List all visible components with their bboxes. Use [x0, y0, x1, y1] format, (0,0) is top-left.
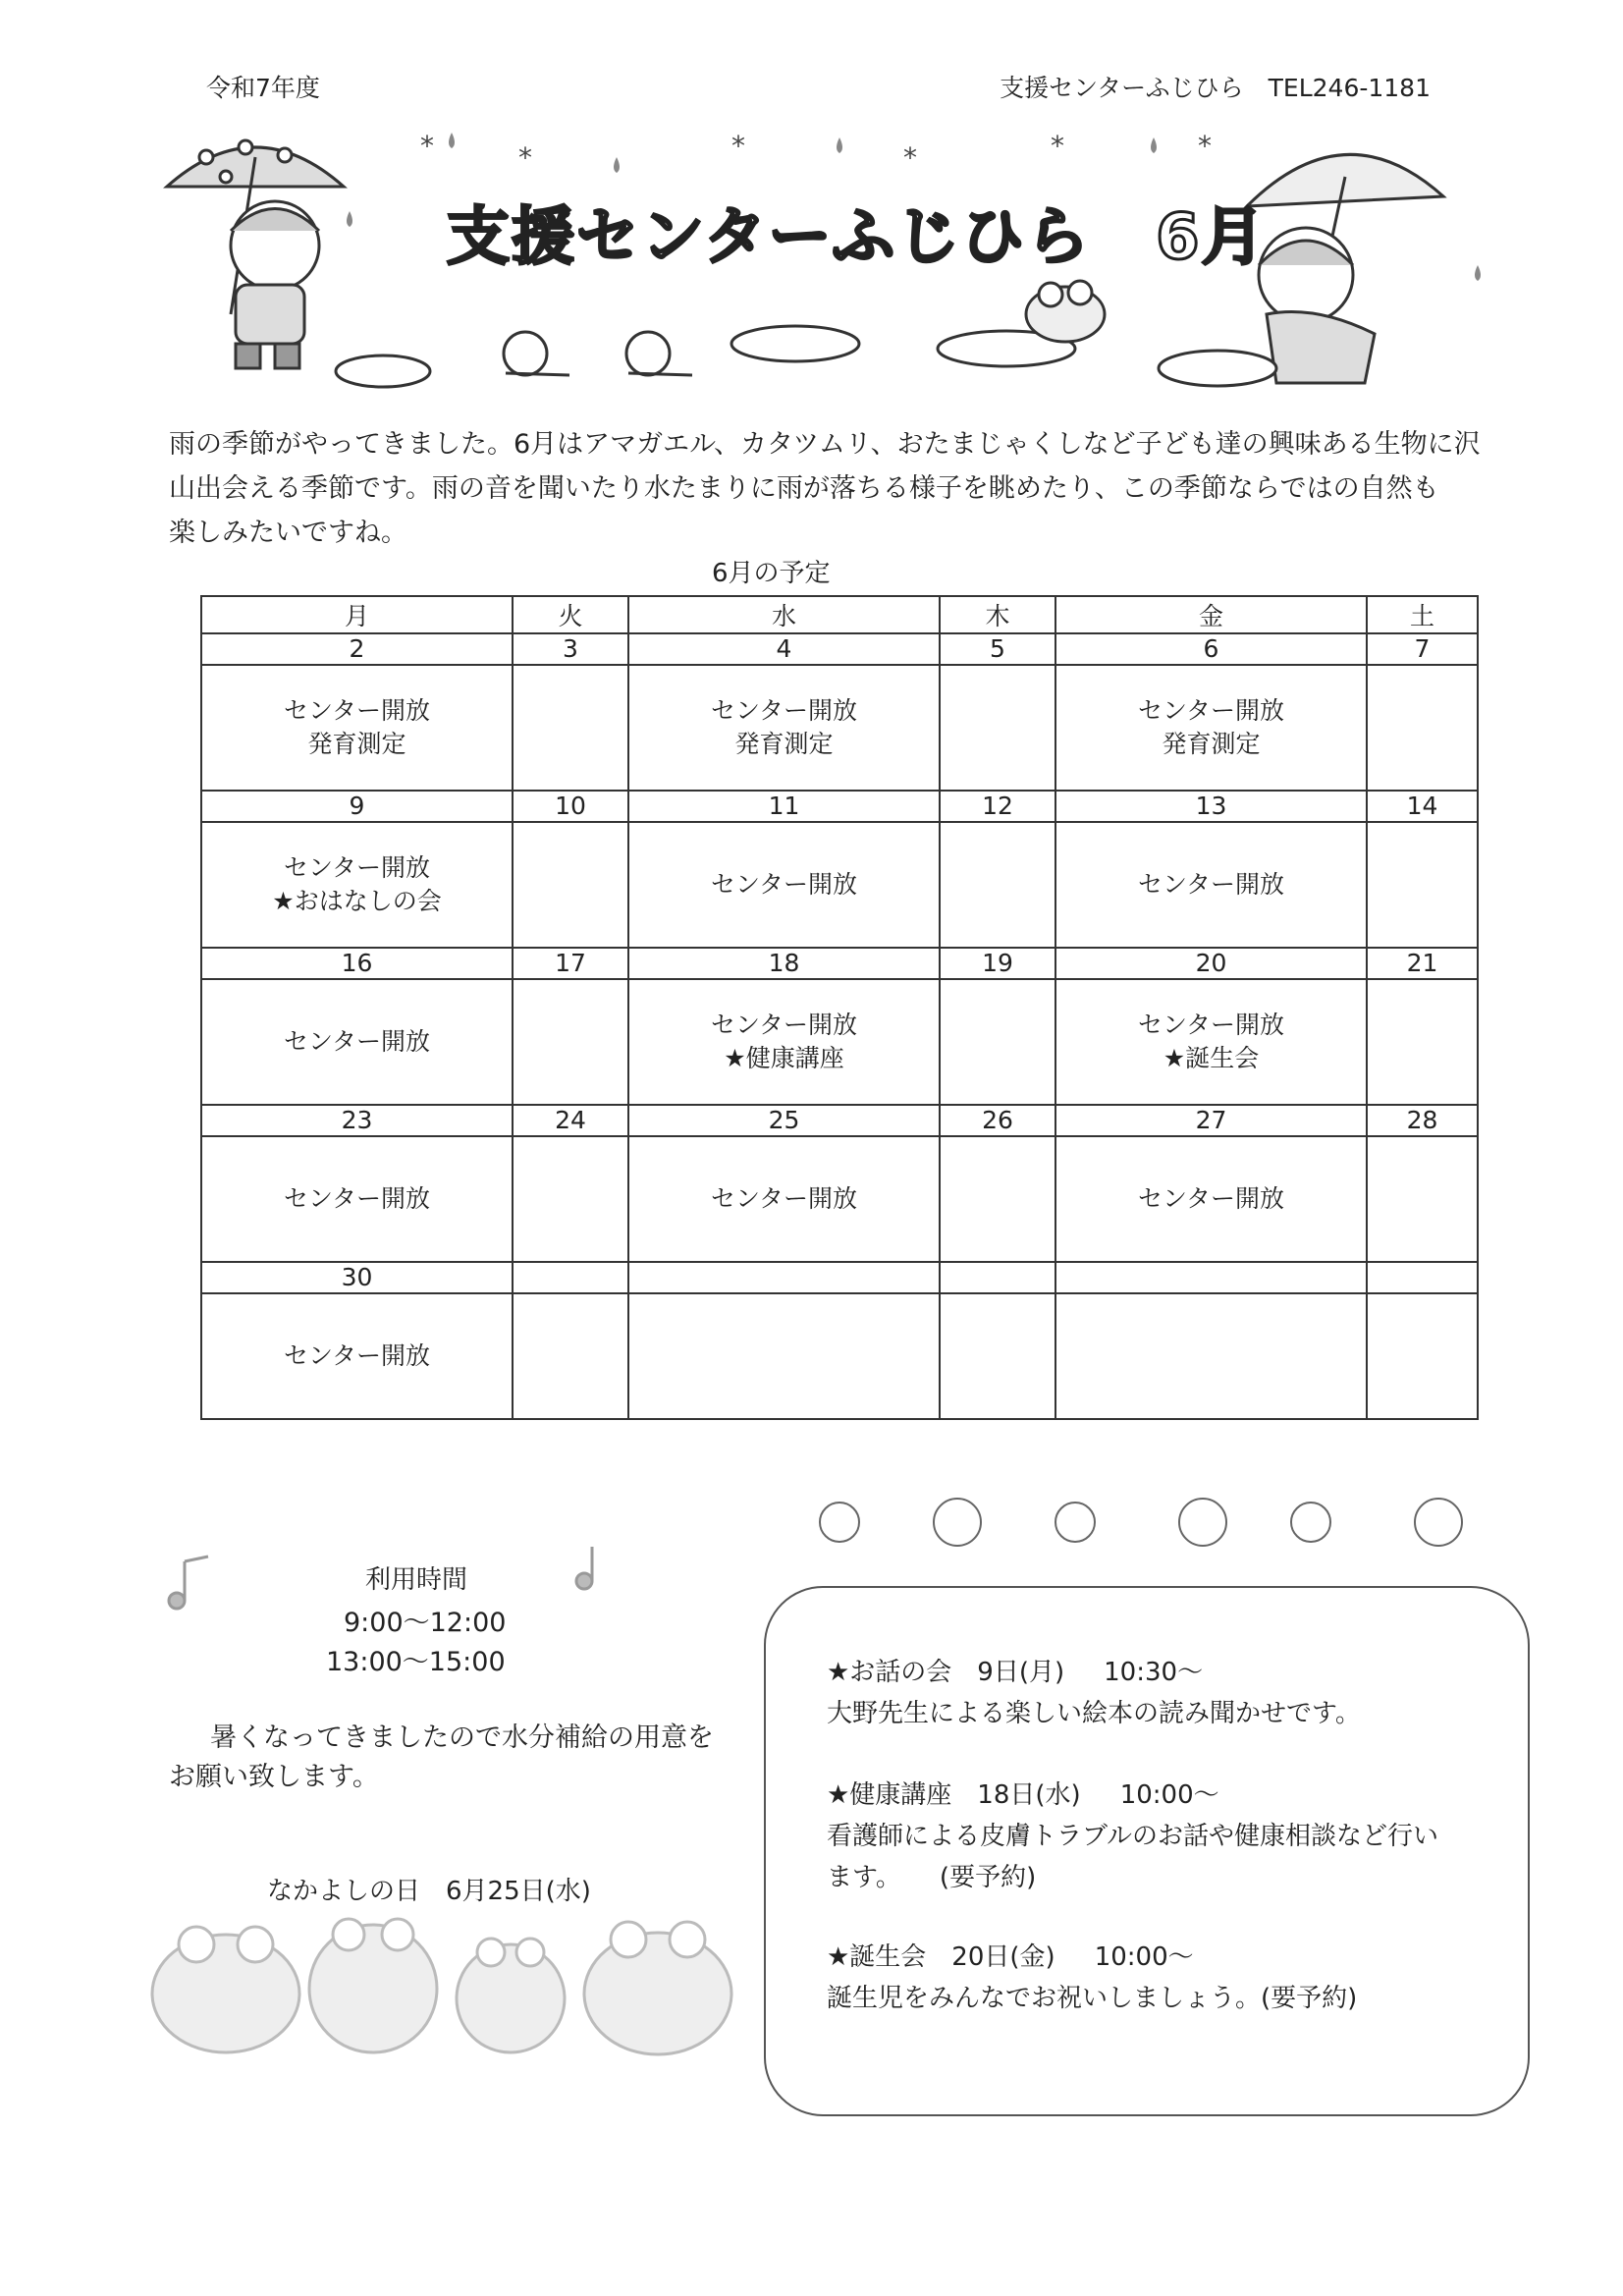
date-cell: 19 [940, 948, 1055, 979]
event-cell [201, 665, 513, 791]
date-cell [1055, 1262, 1367, 1293]
frogs-decoration [118, 1905, 746, 2062]
puddle-icon [336, 326, 1276, 387]
snail-flower-decoration [800, 1483, 1488, 1561]
event-row [201, 1293, 1478, 1419]
event-cell [940, 665, 1055, 791]
event-cell [1367, 1136, 1478, 1262]
date-cell: 21 [1367, 948, 1478, 979]
svg-text:*: * [1198, 130, 1212, 162]
intro-text [169, 422, 1504, 555]
date-cell: 17 [513, 948, 628, 979]
event-time: 10:00〜 [1094, 1942, 1194, 1972]
weekday-header: 金 [1055, 596, 1367, 633]
date-cell: 4 [628, 633, 940, 665]
event-info-block [827, 1937, 1357, 2019]
intro-line: 山出会える季節です。雨の音を聞いたり水たまりに雨が落ちる様子を眺めたり、この季節ならではの自然も [169, 473, 1439, 504]
weekday-header: 火 [513, 596, 628, 633]
date-cell: 30 [201, 1262, 513, 1293]
center-contact: 支援センターふじひら TEL246-1181 [1000, 74, 1431, 102]
event-label: 発育測定 [307, 730, 406, 758]
event-cell [513, 979, 628, 1105]
event-label: ★おはなしの会 [272, 887, 442, 915]
weekday-header-row [201, 596, 1478, 633]
date-cell: 26 [940, 1105, 1055, 1136]
svg-text:*: * [1051, 130, 1064, 162]
event-cell [940, 1136, 1055, 1262]
date-cell: 13 [1055, 791, 1367, 822]
afternoon-hours: 13:00〜15:00 [326, 1647, 506, 1677]
event-cell [628, 979, 940, 1105]
event-desc: 看護師による皮膚トラブルのお話や健康相談など行い [827, 1822, 1438, 1851]
event-label: センター開放 [1137, 1184, 1284, 1213]
date-cell: 7 [1367, 633, 1478, 665]
date-cell: 14 [1367, 791, 1478, 822]
date-cell: 24 [513, 1105, 628, 1136]
date-cell: 5 [940, 633, 1055, 665]
morning-hours: 9:00〜12:00 [344, 1608, 507, 1638]
event-label: センター開放 [710, 1184, 857, 1213]
event-cell [513, 1293, 628, 1419]
event-label: ★誕生会 [1163, 1044, 1260, 1072]
event-row [201, 1136, 1478, 1262]
weekday-header: 土 [1367, 596, 1478, 633]
date-cell: 27 [1055, 1105, 1367, 1136]
date-cell [513, 1262, 628, 1293]
event-desc: 誕生児をみんなでお祝いしましょう。(要予約) [827, 1984, 1358, 2013]
event-label: 発育測定 [734, 730, 834, 758]
event-label: センター開放 [710, 696, 857, 725]
nakayoshi-day: なかよしの日 6月25日(水) [267, 1877, 591, 1906]
event-cell [628, 822, 940, 948]
date-cell: 2 [201, 633, 513, 665]
weekday-header: 水 [628, 596, 940, 633]
event-cell [201, 979, 513, 1105]
event-label: ★健康講座 [724, 1044, 844, 1072]
svg-text:*: * [420, 130, 434, 162]
date-cell: 23 [201, 1105, 513, 1136]
event-cell [1367, 979, 1478, 1105]
era-label: 令和7年度 [206, 74, 320, 102]
event-title: ★お話の会 9日(月) [827, 1658, 1065, 1687]
weekday-header: 月 [201, 596, 513, 633]
event-cell [513, 822, 628, 948]
event-row [201, 665, 1478, 791]
schedule-title: 6月の予定 [712, 559, 831, 588]
event-cell [940, 822, 1055, 948]
date-row [201, 791, 1478, 822]
intro-line: 雨の季節がやってきました。6月はアマガエル、カタツムリ、おたまじゃくしなど子ども達の興味ある生物に沢 [169, 429, 1481, 460]
event-cell [628, 1293, 940, 1419]
event-label: センター開放 [283, 696, 430, 725]
event-info-block [827, 1652, 1361, 1734]
event-row [201, 979, 1478, 1105]
event-cell [940, 1293, 1055, 1419]
event-label: センター開放 [283, 1184, 430, 1213]
event-cell [1055, 1136, 1367, 1262]
event-cell [513, 665, 628, 791]
date-cell: 16 [201, 948, 513, 979]
event-cell [628, 1136, 940, 1262]
date-row [201, 1105, 1478, 1136]
event-cell [1055, 1293, 1367, 1419]
svg-text:*: * [518, 141, 532, 174]
date-row [201, 1262, 1478, 1293]
hours-label: 利用時間 [365, 1565, 468, 1595]
event-cell [940, 979, 1055, 1105]
event-label: センター開放 [1137, 696, 1284, 725]
date-cell: 3 [513, 633, 628, 665]
date-row [201, 948, 1478, 979]
event-label: センター開放 [283, 1027, 430, 1056]
event-cell [1055, 822, 1367, 948]
calendar-body [201, 633, 1478, 1419]
event-cell [628, 665, 940, 791]
svg-text:*: * [731, 130, 745, 162]
event-cell [1367, 822, 1478, 948]
event-label: センター開放 [1137, 1011, 1284, 1039]
frog-icon [938, 281, 1105, 366]
event-title: ★誕生会 20日(金) [827, 1942, 1055, 1972]
weekday-header: 木 [940, 596, 1055, 633]
date-cell: 18 [628, 948, 940, 979]
schedule-calendar [200, 595, 1479, 1420]
event-cell [201, 1136, 513, 1262]
intro-line: 楽しみたいですね。 [169, 518, 407, 548]
date-cell: 9 [201, 791, 513, 822]
event-info-box [764, 1586, 1530, 2116]
event-title: ★健康講座 18日(水) [827, 1780, 1081, 1810]
water-note: 暑くなってきましたので水分補給の用意をお願い致します。 [169, 1722, 714, 1792]
event-cell [201, 822, 513, 948]
date-cell: 20 [1055, 948, 1367, 979]
event-desc: 大野先生による楽しい絵本の読み聞かせです。 [827, 1699, 1361, 1728]
date-cell: 6 [1055, 633, 1367, 665]
date-cell [1367, 1262, 1478, 1293]
event-label: センター開放 [710, 1011, 857, 1039]
umbrella-boy-icon [167, 140, 344, 368]
event-cell [1367, 665, 1478, 791]
date-cell: 11 [628, 791, 940, 822]
event-time: 10:00〜 [1119, 1780, 1219, 1810]
event-cell [1055, 979, 1367, 1105]
event-row [201, 822, 1478, 948]
page-title: 支援センターふじひら 6月 [447, 201, 1267, 274]
event-label: センター開放 [283, 853, 430, 882]
svg-text:*: * [903, 141, 917, 174]
event-label: 発育測定 [1162, 730, 1261, 758]
date-row [201, 633, 1478, 665]
event-label: センター開放 [1137, 870, 1284, 899]
date-cell: 25 [628, 1105, 940, 1136]
event-desc: ます。 (要予約) [827, 1863, 1037, 1892]
snail-icon [504, 332, 692, 375]
date-cell [940, 1262, 1055, 1293]
event-cell [513, 1136, 628, 1262]
event-label: センター開放 [710, 870, 857, 899]
date-cell [628, 1262, 940, 1293]
date-cell: 12 [940, 791, 1055, 822]
umbrella-girl-icon [1247, 154, 1443, 383]
event-cell [201, 1293, 513, 1419]
star-icon [420, 130, 1212, 174]
event-label: センター開放 [283, 1341, 430, 1370]
date-cell: 28 [1367, 1105, 1478, 1136]
date-cell: 10 [513, 791, 628, 822]
event-cell [1367, 1293, 1478, 1419]
event-cell [1055, 665, 1367, 791]
event-time: 10:30〜 [1104, 1658, 1204, 1687]
event-info-block [827, 1775, 1438, 1898]
